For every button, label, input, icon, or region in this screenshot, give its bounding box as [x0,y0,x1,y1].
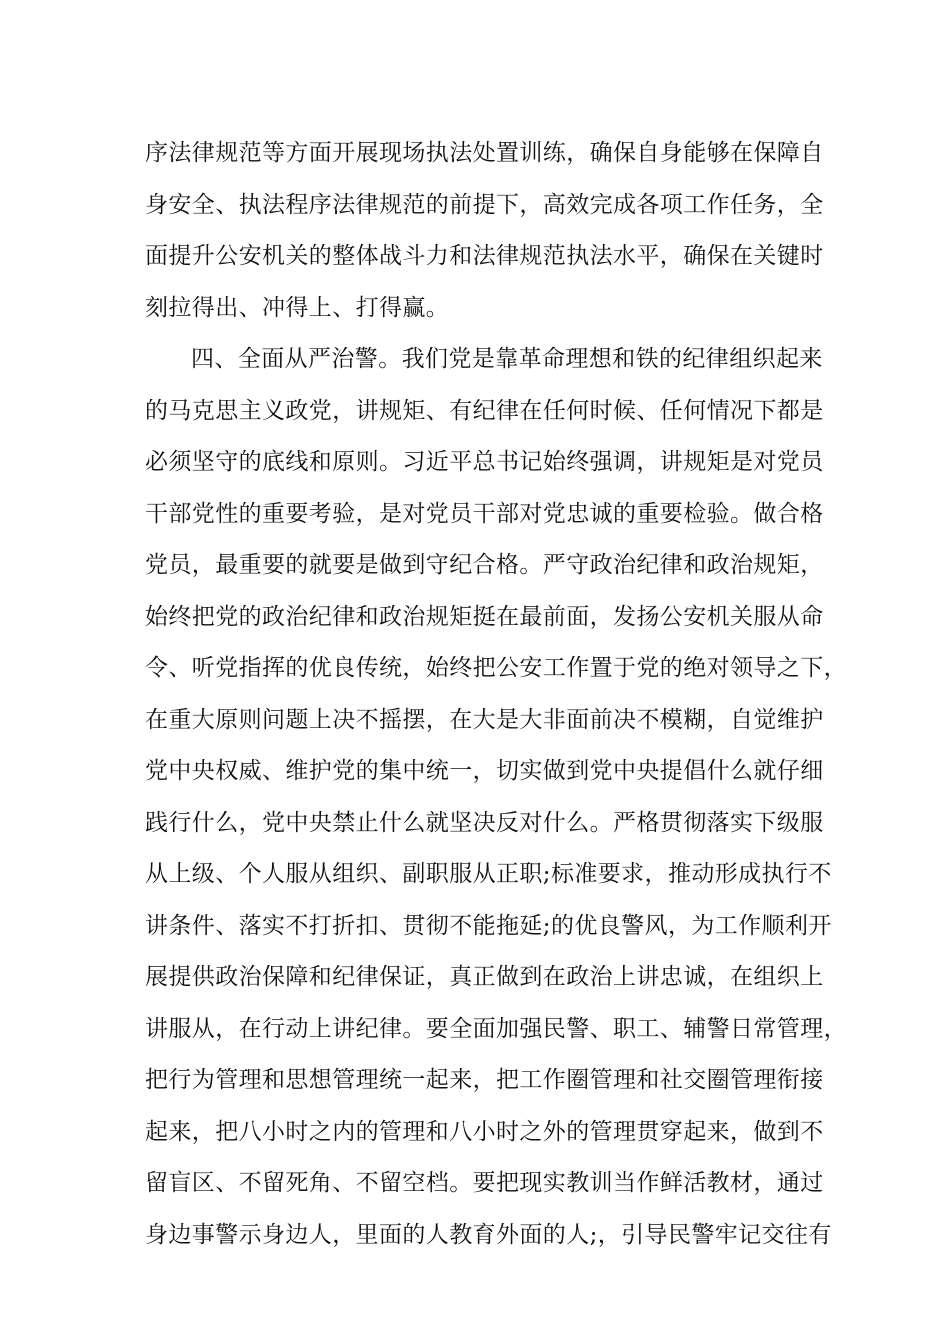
text-line: 践行什么，党中央禁止什么就坚决反对什么。严格贯彻落实下级服 [145,809,824,836]
text-line: 令、听党指挥的优良传统，始终把公安工作置于党的绝对领导之下， [145,655,847,681]
text-line: 面提升公安机关的整体战斗力和法律规范执法水平，确保在关键时 [145,243,824,269]
text-line: 留盲区、不留死角、不留空档。要把现实教训当作鲜活教材，通过 [145,1170,824,1196]
text-line: 起来，把八小时之内的管理和八小时之外的管理贯穿起来，做到不 [145,1118,824,1145]
text-line: 身安全、执法程序法律规范的前提下，高效完成各项工作任务，全 [145,191,824,218]
text-line: 把行为管理和思想管理统一起来，把工作圈管理和社交圈管理衔接 [145,1067,824,1093]
text-line: 必须坚守的底线和原则。习近平总书记始终强调，讲规矩是对党员 [145,449,824,475]
text-line: 序法律规范等方面开展现场执法处置训练，确保自身能够在保障自 [145,140,824,166]
text-line: 的马克思主义政党，讲规矩、有纪律在任何时候、任何情况下都是 [145,397,824,424]
text-line: 讲条件、落实不打折扣、贯彻不能拖延;的优良警风，为工作顺利开 [145,912,832,939]
text-line: 干部党性的重要考验，是对党员干部对党忠诚的重要检验。做合格 [145,500,824,527]
text-line: 身边事警示身边人，里面的人教育外面的人;，引导民警牢记交往有 [145,1221,832,1248]
section-heading-line: 四、全面从严治警。我们党是靠革命理想和铁的纪律组织起来 [191,346,823,372]
text-line: 党中央权威、维护党的集中统一，切实做到党中央提倡什么就仔细 [145,758,824,784]
text-line: 刻拉得出、冲得上、打得赢。 [145,294,450,321]
text-line: 党员，最重要的就要是做到守纪合格。严守政治纪律和政治规矩， [145,552,824,578]
text-line: 在重大原则问题上决不摇摆，在大是大非面前决不模糊，自觉维护 [145,706,824,733]
text-line: 从上级、个人服从组织、副职服从正职;标准要求，推动形成执行不 [145,861,832,887]
document-body [145,128,847,1261]
text-line: 展提供政治保障和纪律保证，真正做到在政治上讲忠诚，在组织上 [145,964,824,990]
text-line: 始终把党的政治纪律和政治规矩挺在最前面，发扬公安机关服从命 [145,603,824,630]
text-line: 讲服从，在行动上讲纪律。要全面加强民警、职工、辅警日常管理， [145,1015,847,1042]
